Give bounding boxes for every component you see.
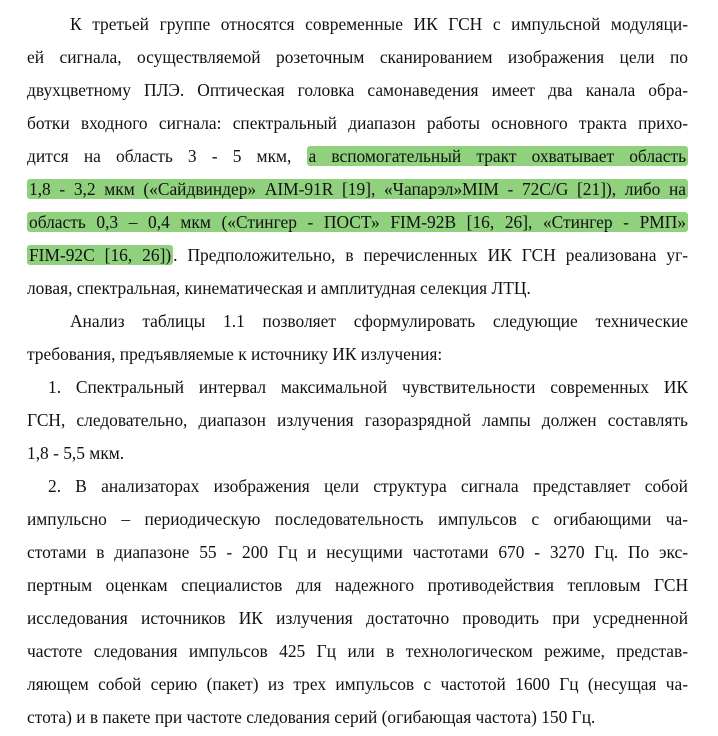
text-line: ляющем собой серию (пакет) из трех импульсов с частотой 1600 Гц (несущая ча-	[27, 674, 688, 694]
highlighted-text: а вспомогательный тракт охватывает область	[308, 146, 686, 166]
highlighted-text: FIM-92C [16, 26])	[29, 245, 172, 265]
text-line: ГСН, следовательно, диапазон излучения газоразрядной лампы должен составлять	[27, 410, 688, 430]
text-line: 1. Спектральный интервал максимальной чувствительности современных ИК	[48, 377, 688, 397]
text-line: частоте следования импульсов 425 Гц или в технологическом режиме, представ-	[27, 641, 688, 661]
text-line: 1,8 - 5,5 мкм.	[27, 443, 125, 463]
highlighted-text: 1,8 - 3,2 мкм («Сайдвиндер» AIM-91R [19], «Чапарэл»MIM - 72C/G [21]), либо на	[29, 179, 686, 199]
text-line: импульсно – периодическую последовательность импульсов с огибающими ча-	[27, 509, 688, 529]
text-line: исследования источников ИК излучения достаточно проводить при усредненной	[27, 608, 688, 628]
highlighted-text: область 0,3 – 0,4 мкм («Стингер - ПОСТ» FIM-92B [16, 26], «Стингер - РМП»	[29, 212, 686, 232]
text-line: стотами в диапазоне 55 - 200 Гц и несущими частотами 670 - 3270 Гц. По экс-	[27, 542, 688, 562]
text-line: пертным оценкам специалистов для надежного противодействия тепловым ГСН	[27, 575, 688, 595]
text-line	[27, 140, 688, 172]
text-line	[27, 173, 688, 205]
text-line: 2. В анализаторах изображения цели структура сигнала представляет собой	[48, 476, 688, 496]
text-line: ей сигнала, осуществляемой розеточным сканированием изображения цели по	[27, 47, 688, 67]
text-line: ловая, спектральная, кинематическая и амплитудная селекция ЛТЦ.	[27, 278, 531, 298]
text-line: ботки входного сигнала: спектральный диапазон работы основного тракта прихо-	[27, 113, 688, 133]
text-line: двухцветному ПЛЭ. Оптическая головка самонаведения имеет два канала обра-	[27, 80, 688, 100]
text-line: Анализ таблицы 1.1 позволяет сформулировать следующие технические	[70, 311, 688, 331]
text-line: требования, предъявляемые к источнику ИК излучения:	[27, 344, 443, 364]
text-line	[27, 206, 688, 238]
text-line: стота) и в пакете при частоте следования серий (огибающая частота) 150 Гц.	[27, 707, 596, 727]
text-span: дится на область 3 - 5 мкм,	[27, 146, 307, 166]
text-span: . Предположительно, в перечисленных ИК ГСН реализована уг-	[173, 245, 689, 265]
text-line	[27, 239, 688, 271]
text-line: К третьей группе относятся современные ИК ГСН с импульсной модуляци-	[70, 14, 688, 34]
